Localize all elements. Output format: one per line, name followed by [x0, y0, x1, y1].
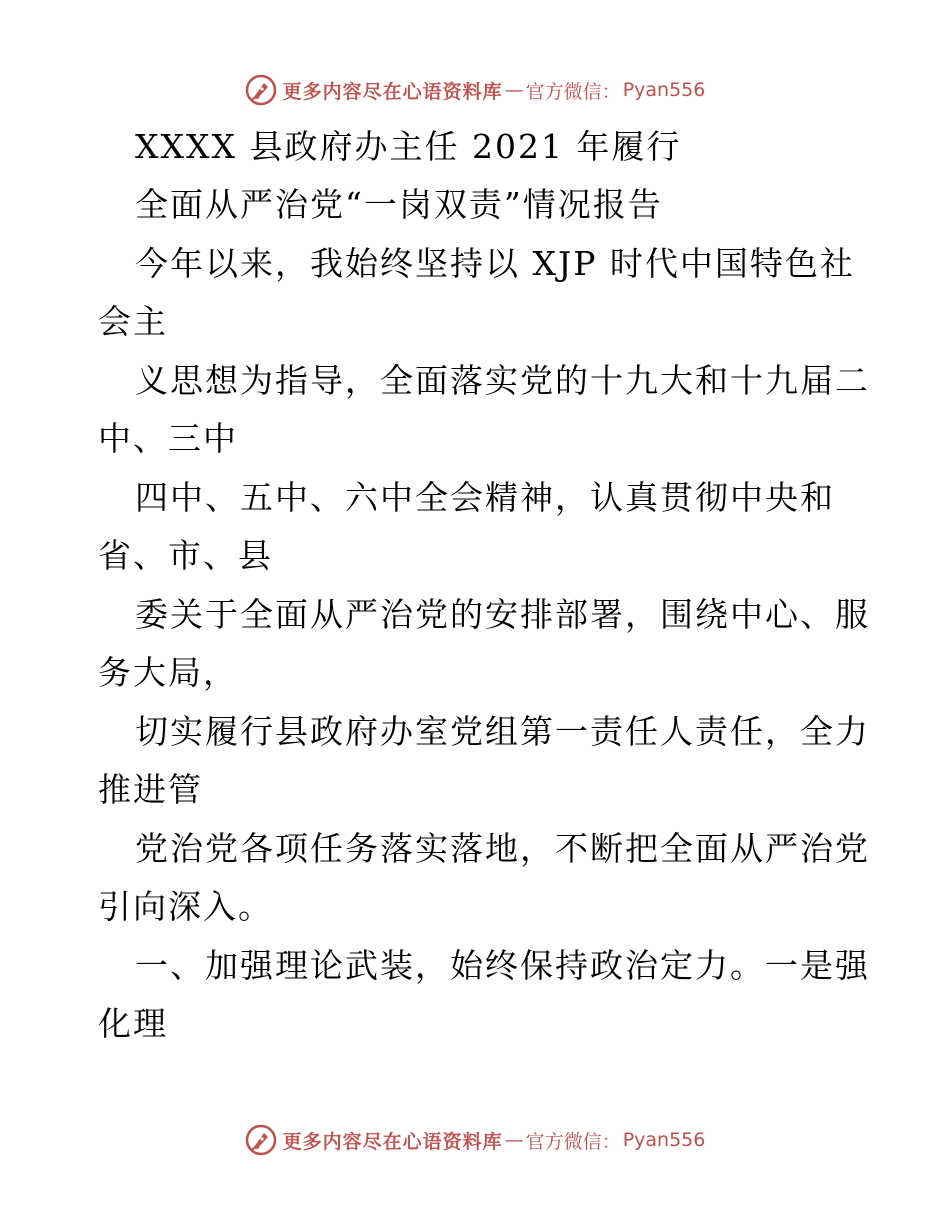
paragraph-line: 化理: [98, 1004, 168, 1043]
paragraph-line: 引向深入。: [98, 887, 273, 926]
paragraph-line: 省、市、县: [98, 536, 273, 575]
paragraph-line: 委关于全面从严治党的安排部署，围绕中心、服: [135, 595, 870, 634]
paragraph-line: 中、三中: [98, 419, 238, 458]
paragraph-line: 务大局，: [98, 653, 238, 692]
banner-separator: —: [504, 79, 524, 101]
pen-nib-logo-icon: [245, 74, 277, 106]
banner-separator: —: [504, 1129, 524, 1151]
paragraph-line: 切实履行县政府办室党组第一责任人责任，全力: [135, 712, 870, 751]
banner-title: 更多内容尽在心语资料库: [282, 80, 503, 103]
paragraph-line: 推进管: [98, 770, 203, 809]
doc-title-line-2: 全面从严治党“一岗双责”情况报告: [135, 185, 663, 224]
banner-wechat-label: 官方微信：: [525, 80, 621, 103]
paragraph-line: 四中、五中、六中全会精神，认真贯彻中央和: [135, 478, 835, 517]
paragraph-line: 党治党各项任务落实落地，不断把全面从严治党: [135, 829, 870, 868]
paragraph-line: 会主: [98, 302, 168, 341]
banner-wechat-handle: Pyan556: [622, 1129, 706, 1151]
banner-wechat-label: 官方微信：: [525, 1130, 621, 1153]
paragraph-line: 义思想为指导，全面落实党的十九大和十九届二: [135, 361, 870, 400]
doc-title-line-1: XXXX 县政府办主任 2021 年履行: [135, 127, 682, 166]
footer-banner: [0, 1120, 950, 1160]
section-heading-line: 一、加强理论武装，始终保持政治定力。一是强: [135, 946, 870, 985]
banner-title: 更多内容尽在心语资料库: [282, 1130, 503, 1153]
header-banner: [0, 70, 950, 110]
paragraph-line: 今年以来，我始终坚持以 XJP 时代中国特色社: [135, 244, 855, 283]
pen-nib-logo-icon: [245, 1124, 277, 1156]
banner-wechat-handle: Pyan556: [622, 79, 706, 101]
